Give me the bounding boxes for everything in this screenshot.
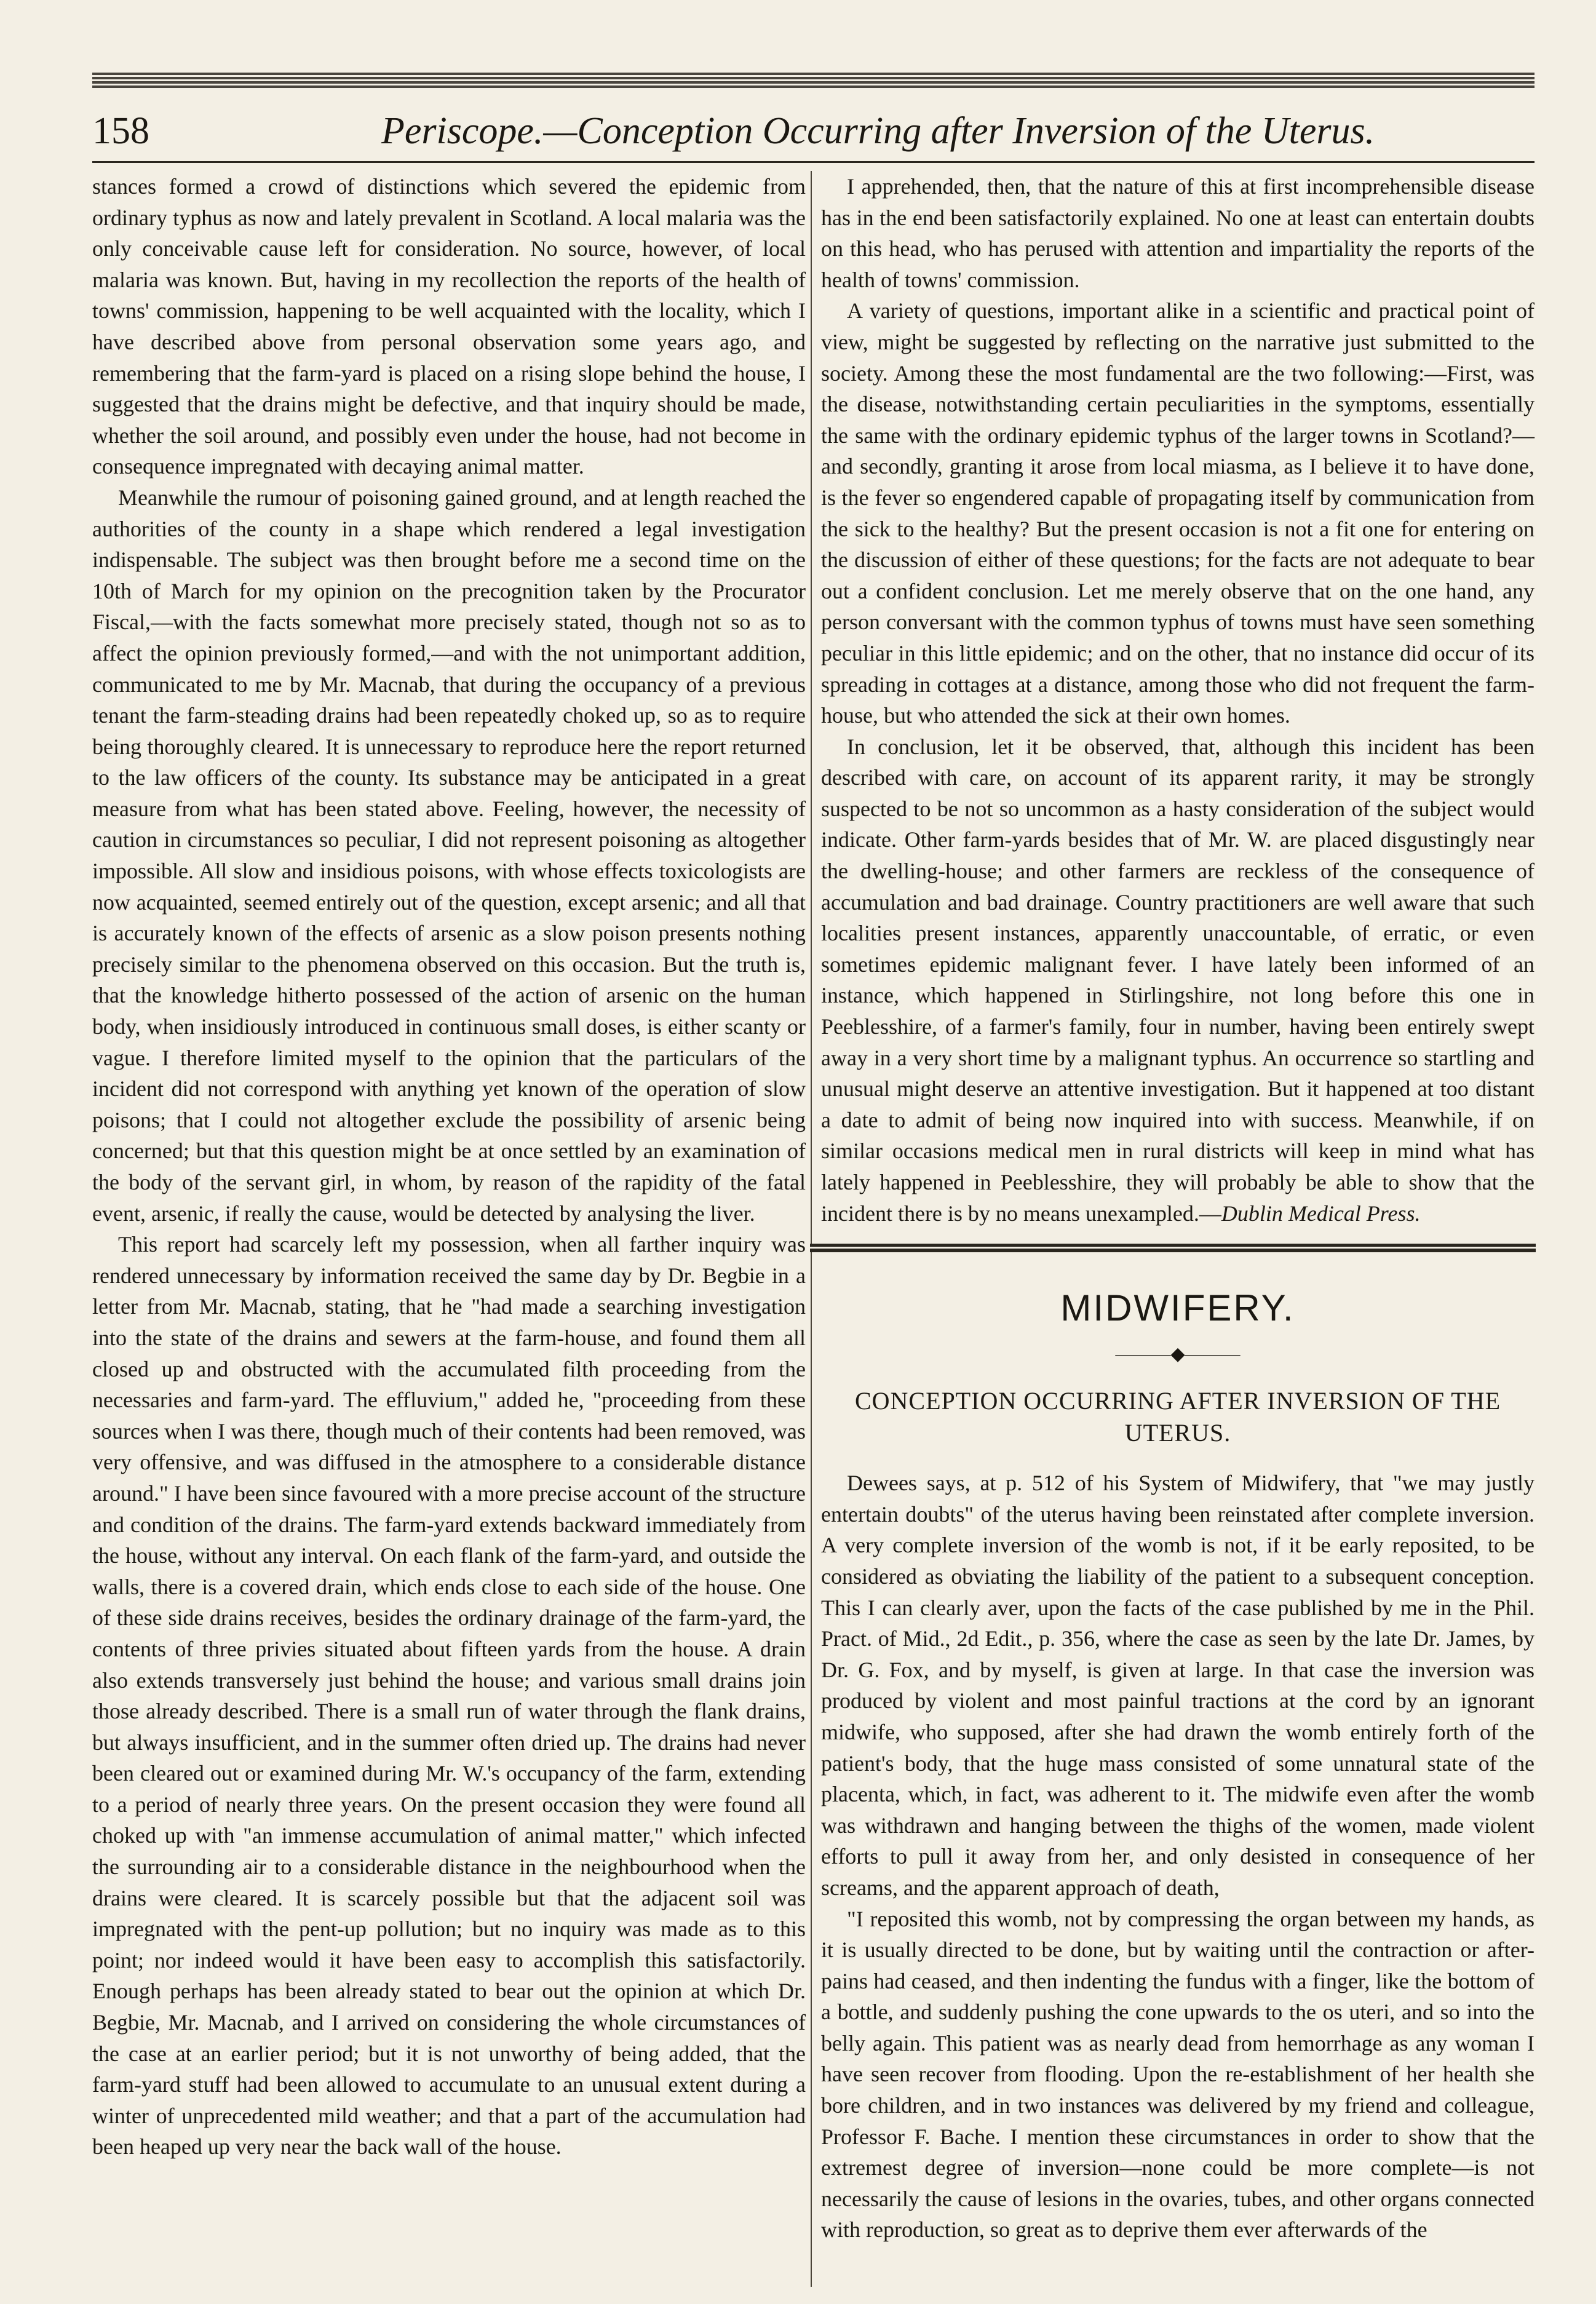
- right-column: [821, 171, 1534, 2246]
- ornament-divider: ———◆———: [1115, 1344, 1241, 1365]
- right-paragraph-3: [821, 731, 1534, 1229]
- left-paragraph-3: This report had scarcely left my possession, when all farther inquiry was rendered unnecessary by information received the same day by Dr. Begbie in a letter from Mr. Macnab, stating, that he "had made a searching investigation into the state of the drains and sewers at the farm-house, and found them all closed up and obstructed with the accumulated filth proceeding from the necessaries and farm-yard. The effluvium," added he, "proceeding from these sources when I was there, though much of their contents had been removed, was very offensive, and was diffused in the atmosphere to a considerable distance around." I have been since favoured with a more precise account of the structure and condition of the drains. The farm-yard extends backward immediately from the house, without any interval. On each flank of the farm-yard, and outside the walls, there is a covered drain, which ends close to each side of the house. One of these side drains receives, besides the ordinary drainage of the farm-yard, the contents of three privies situated about fifteen yards from the house. A drain also extends transversely just behind the house; and various small drains join those already described. There is a small run of water through the flank drains, but always insufficient, and in the summer often dried up. The drains had never been cleared out or examined during Mr. W.'s occupancy of the farm, extending to a period of nearly three years. On the present occasion they were found all choked up with "an immense accumulation of animal matter," which infected the surrounding air to a considerable distance in the neighbourhood when the drains were cleared. It is scarcely possible but that the adjacent soil was impregnated with the pent-up pollution; but no inquiry was made as to this point; nor indeed would it have been easy to accomplish this satisfactorily. Enough perhaps has been already stated to bear out the opinion at which Dr. Begbie, Mr. Macnab, and I arrived on considering the whole circumstances of the case at an earlier period; but it is not unworthy of being added, that the farm-yard stuff had been allowed to accumulate to an unusual extent during a winter of unprecedented mild weather; and that a part of the accumulation had been heaped up very near the back wall of the house.: [92, 1232, 806, 2159]
- article-paragraph-1: Dewees says, at p. 512 of his System of Midwifery, that "we may justly entertain doubts" of the uterus having been reinstated after complete inversion. A very complete inversion of the womb is not, if it be early reposited, to be considered as obviating the liability of the patient to a subsequent conception. This I can clearly aver, upon the facts of the case published by me in the Phil. Pract. of Mid., 2d Edit., p. 356, where the case as seen by the late Dr. James, by Dr. G. Fox, and by myself, is given at large. In that case the inversion was produced by violent and most painful tractions at the cord by an ignorant midwife, who supposed, after she had drawn the womb entirely forth of the patient's body, that the huge mass consisted of some unnatural state of the placenta, which, in fact, was adherent to it. The midwife even after the womb was withdrawn and hanging between the thighs of the women, made violent efforts to pull it away from her, and only desisted in consequence of her screams, and the apparent approach of death,: [821, 1471, 1534, 1900]
- page-header: [92, 103, 1534, 159]
- left-paragraph-1: stances formed a crowd of distinctions which severed the epidemic from ordinary typhus as now and lately prevalent in Scotland. A local malaria was the only conceivable cause left for consideration. No source, however, of local malaria was known. But, having in my recollection the reports of the health of towns' commission, happening to be well acquainted with the locality, which I have described above from personal observation some years ago, and remembering that the farm-yard is placed on a rising slope behind the house, I suggested that the drains might be defective, and that inquiry should be made, whether the soil around, and possibly even under the house, had not become in consequence impregnated with decaying animal matter.: [92, 174, 806, 479]
- header-rule: [92, 161, 1534, 163]
- section-title: MIDWIFERY.: [1060, 1287, 1295, 1329]
- left-column: [92, 171, 806, 2163]
- article-paragraph-2: "I reposited this womb, not by compressing the organ between my hands, as it is usually directed to be done, but by waiting until the contraction or after-pains had ceased, and then indenting the fundus with a finger, like the bottom of a bottle, and suddenly pushing the cone upwards to the os uteri, and so into the belly again. This patient was as nearly dead from hemorrhage as any woman I have seen recover from flooding. Upon the re-establishment of her health she bore children, and in two instances was delivered by my friend and colleague, Professor F. Bache. I mention these circumstances in order to show that the extremest degree of inversion—none could be more complete—is not necessarily the cause of lesions in the ovaries, tubes, and other organs connected with reproduction, so great as to deprive them ever afterwards of the: [821, 1906, 1534, 2242]
- left-paragraph-2: Meanwhile the rumour of poisoning gained ground, and at length reached the authorities of the county in a shape which rendered a legal investigation indispensable. The subject was then brought before me a second time on the 10th of March for my opinion on the precognition taken by the Procurator Fiscal,—with the facts somewhat more precisely stated, though not so as to affect the opinion previously formed,—and with the not unimportant addition, communicated to me by Mr. Macnab, that during the occupancy of a previous tenant the farm-steading drains had been repeatedly choked up, so as to require being thoroughly cleared. It is unnecessary to reproduce here the report returned to the law officers of the county. Its substance may be anticipated in a great measure from what has been stated above. Feeling, however, the necessity of caution in circumstances so peculiar, I did not represent poisoning as altogether impossible. All slow and insidious poisons, with whose effects toxicologists are now acquainted, seemed entirely out of the question, except arsenic; and all that is accurately known of the effects of arsenic as a slow poison presents nothing precisely similar to the phenomena observed on this occasion. But the truth is, that the knowledge hitherto possessed of the action of arsenic on the human body, when insidiously introduced in continuous small doses, is either scanty or vague. I therefore limited myself to the opinion that the particulars of the incident did not correspond with anything yet known of the operation of slow poisons; that I could not altogether exclude the possibility of arsenic being concerned; but that this question might be at once settled by an examination of the body of the servant girl, in whom, by reason of the rapidity of the fatal event, arsenic, if really the cause, would be detected by analysing the liver.: [92, 485, 806, 1226]
- article-title: CONCEPTION OCCURRING AFTER INVERSION OF THE UTERUS.: [854, 1387, 1501, 1447]
- section-separator-rule: [810, 1244, 1536, 1252]
- right-paragraph-1: I apprehended, then, that the nature of this at first incomprehensible disease has in the end been satisfactorily explained. No one at least can entertain doubts on this head, who has perused with attention and impartiality the reports of the health of towns' commission.: [821, 174, 1534, 292]
- page-number: 158: [92, 110, 149, 152]
- top-decorative-rule: [92, 73, 1534, 89]
- column-divider: [811, 171, 812, 2287]
- source-signature: Dublin Medical Press.: [1221, 1201, 1421, 1226]
- right-paragraph-3-text: In conclusion, let it be observed, that, although this incident has been described with care, on account of its apparent rarity, it may be strongly suspected to be not so uncommon as a hasty consideration of the subject would indicate. Other farm-yards besides that of Mr. W. are placed disgustingly near the dwelling-house; and other farmers are reckless of the consequence of accumulation and bad drainage. Country practitioners are well aware that such localities present instances, apparently unaccountable, of erratic, or even sometimes epidemic malignant fever. I have lately been informed of an instance, which happened in Stirlingshire, not long before this one in Peeblesshire, of a farmer's family, four in number, having been entirely swept away in a very short time by a malignant typhus. An occurrence so startling and unusual might deserve an attentive investigation. But it happened at too distant a date to admit of being now inquired into with success. Meanwhile, if on similar occasions medical men in rural districts will keep in mind what has lately happened in Peeblesshire, they will probably be able to show that the incident there is by no means unexampled.—: [821, 734, 1534, 1226]
- running-title: Periscope.—Conception Occurring after Inversion of the Uterus.: [381, 110, 1375, 152]
- right-paragraph-2: A variety of questions, important alike in a scientific and practical point of view, might be suggested by reflecting on the narrative just submitted to the society. Among these the most fundamental are the two following:—First, was the disease, notwithstanding certain peculiarities in the symptoms, essentially the same with the ordinary epidemic typhus of the larger towns in Scotland?—and secondly, granting it arose from local miasma, as I believe it to have done, is the fever so engendered capable of propagating itself by communication from the sick to the healthy? But the present occasion is not a fit one for entering on the discussion of either of these questions; for the facts are not adequate to bear out a confident conclusion. Let me merely observe that on the one hand, any person conversant with the common typhus of towns must have seen something peculiar in this little epidemic; and on the other, that no instance did occur of its spreading in cottages at a distance, among those who did not frequent the farm-house, but who attended the sick at their own homes.: [821, 298, 1534, 728]
